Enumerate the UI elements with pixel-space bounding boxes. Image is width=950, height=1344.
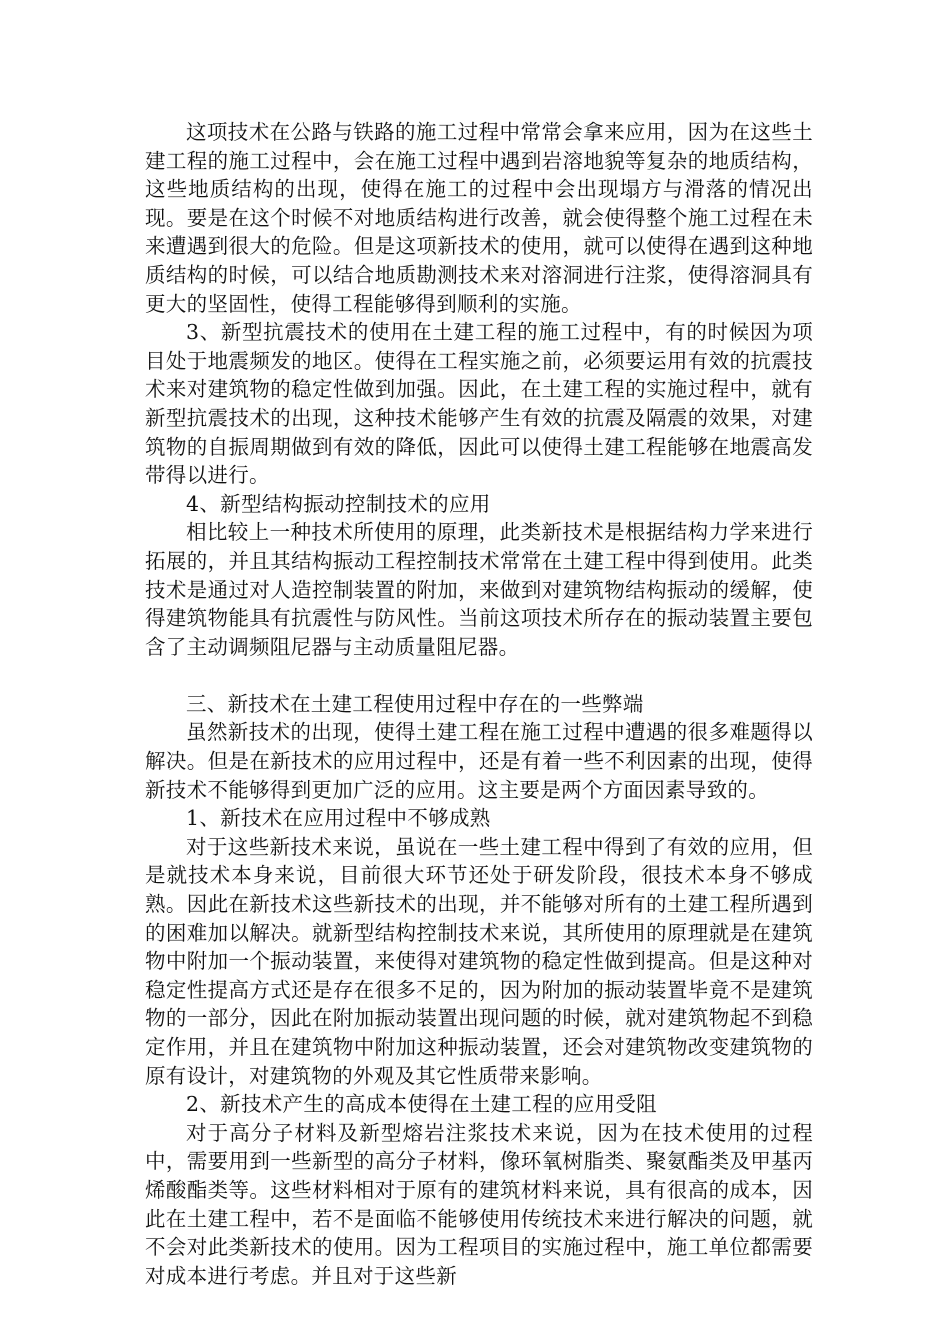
paragraph-vibration-control: 相比较上一种技术所使用的原理，此类新技术是根据结构力学来进行拓展的，并且其结构振动工程控制技术常常在土建工程中得到使用。此类技术是通过对人造控制装置的附加，来做到对建筑物结构振动的缓解，使得建筑物能具有抗震性与防风性。当前这项技术所存在的振动装置主要包含了主动调频阻尼器与主动质量阻尼器。 bbox=[145, 520, 813, 659]
paragraph-seismic-technique: 3、新型抗震技术的使用在土建工程的施工过程中，有的时候因为项目处于地震频发的地区。使得在工程实施之前，必须要运用有效的抗震技术来对建筑物的稳定性做到加强。因此，在土建工程的实施过程中，就有新型抗震技术的出现，这种技术能够产生有效的抗震及隔震的效果，对建筑物的自振周期做到有效的降低，因此可以使得土建工程能够在地震高发带得以进行。 bbox=[145, 320, 813, 488]
heading-high-cost: 2、新技术产生的高成本使得在土建工程的应用受阻 bbox=[186, 1092, 657, 1117]
paragraph-immature-technology: 对于这些新技术来说，虽说在一些土建工程中得到了有效的应用，但是就技术本身来说，目前很大环节还处于研发阶段，很技术本身不够成熟。因此在新技术这些新技术的出现，并不能够对所有的土建工程所遇到的困难加以解决。就新型结构控制技术来说，其所使用的原理就是在建筑物中附加一个振动装置，来使得对建筑物的稳定性做到提高。但是这种对稳定性提高方式还是存在很多不足的，因为附加的振动装置毕竟不是建筑物的一部分，因此在附加振动装置出现问题的时候，就对建筑物起不到稳定作用，并且在建筑物中附加这种振动装置，还会对建筑物改变建筑物的原有设计，对建筑物的外观及其它性质带来影响。 bbox=[145, 834, 813, 1088]
document-body bbox=[145, 118, 813, 1290]
blank-line bbox=[145, 661, 813, 690]
heading-vibration-control: 4、新型结构振动控制技术的应用 bbox=[186, 491, 491, 516]
paragraph-high-cost: 对于高分子材料及新型熔岩注浆技术来说，因为在技术使用的过程中，需要用到一些新型的高分子材料，像环氧树脂类、聚氨酯类及甲基丙烯酸酯类等。这些材料相对于原有的建筑材料来说，具有很高的成本，因此在土建工程中，若不是面临不能够使用传统技术来进行解决的问题，就不会对此类新技术的使用。因为工程项目的实施过程中，施工单位都需要对成本进行考虑。并且对于这些新 bbox=[145, 1120, 813, 1288]
paragraph-drawbacks-intro: 虽然新技术的出现，使得土建工程在施工过程中遭遇的很多难题得以解决。但是在新技术的应用过程中，还是有着一些不利因素的出现，使得新技术不能够得到更加广泛的应用。这主要是两个方面因素导致的。 bbox=[145, 720, 813, 802]
heading-immature-technology: 1、新技术在应用过程中不够成熟 bbox=[186, 806, 491, 831]
section-heading-drawbacks: 三、新技术在土建工程使用过程中存在的一些弊端 bbox=[186, 691, 644, 716]
paragraph-grouting-technique: 这项技术在公路与铁路的施工过程中常常会拿来应用，因为在这些土建工程的施工过程中，会在施工过程中遇到岩溶地貌等复杂的地质结构，这些地质结构的出现，使得在施工的过程中会出现塌方与滑落的情况出现。要是在这个时候不对地质结构进行改善，就会使得整个施工过程在未来遭遇到很大的危险。但是这项新技术的使用，就可以使得在遇到这种地质结构的时候，可以结合地质勘测技术来对溶洞进行注浆，使得溶洞具有更大的坚固性，使得工程能够得到顺利的实施。 bbox=[145, 120, 813, 316]
